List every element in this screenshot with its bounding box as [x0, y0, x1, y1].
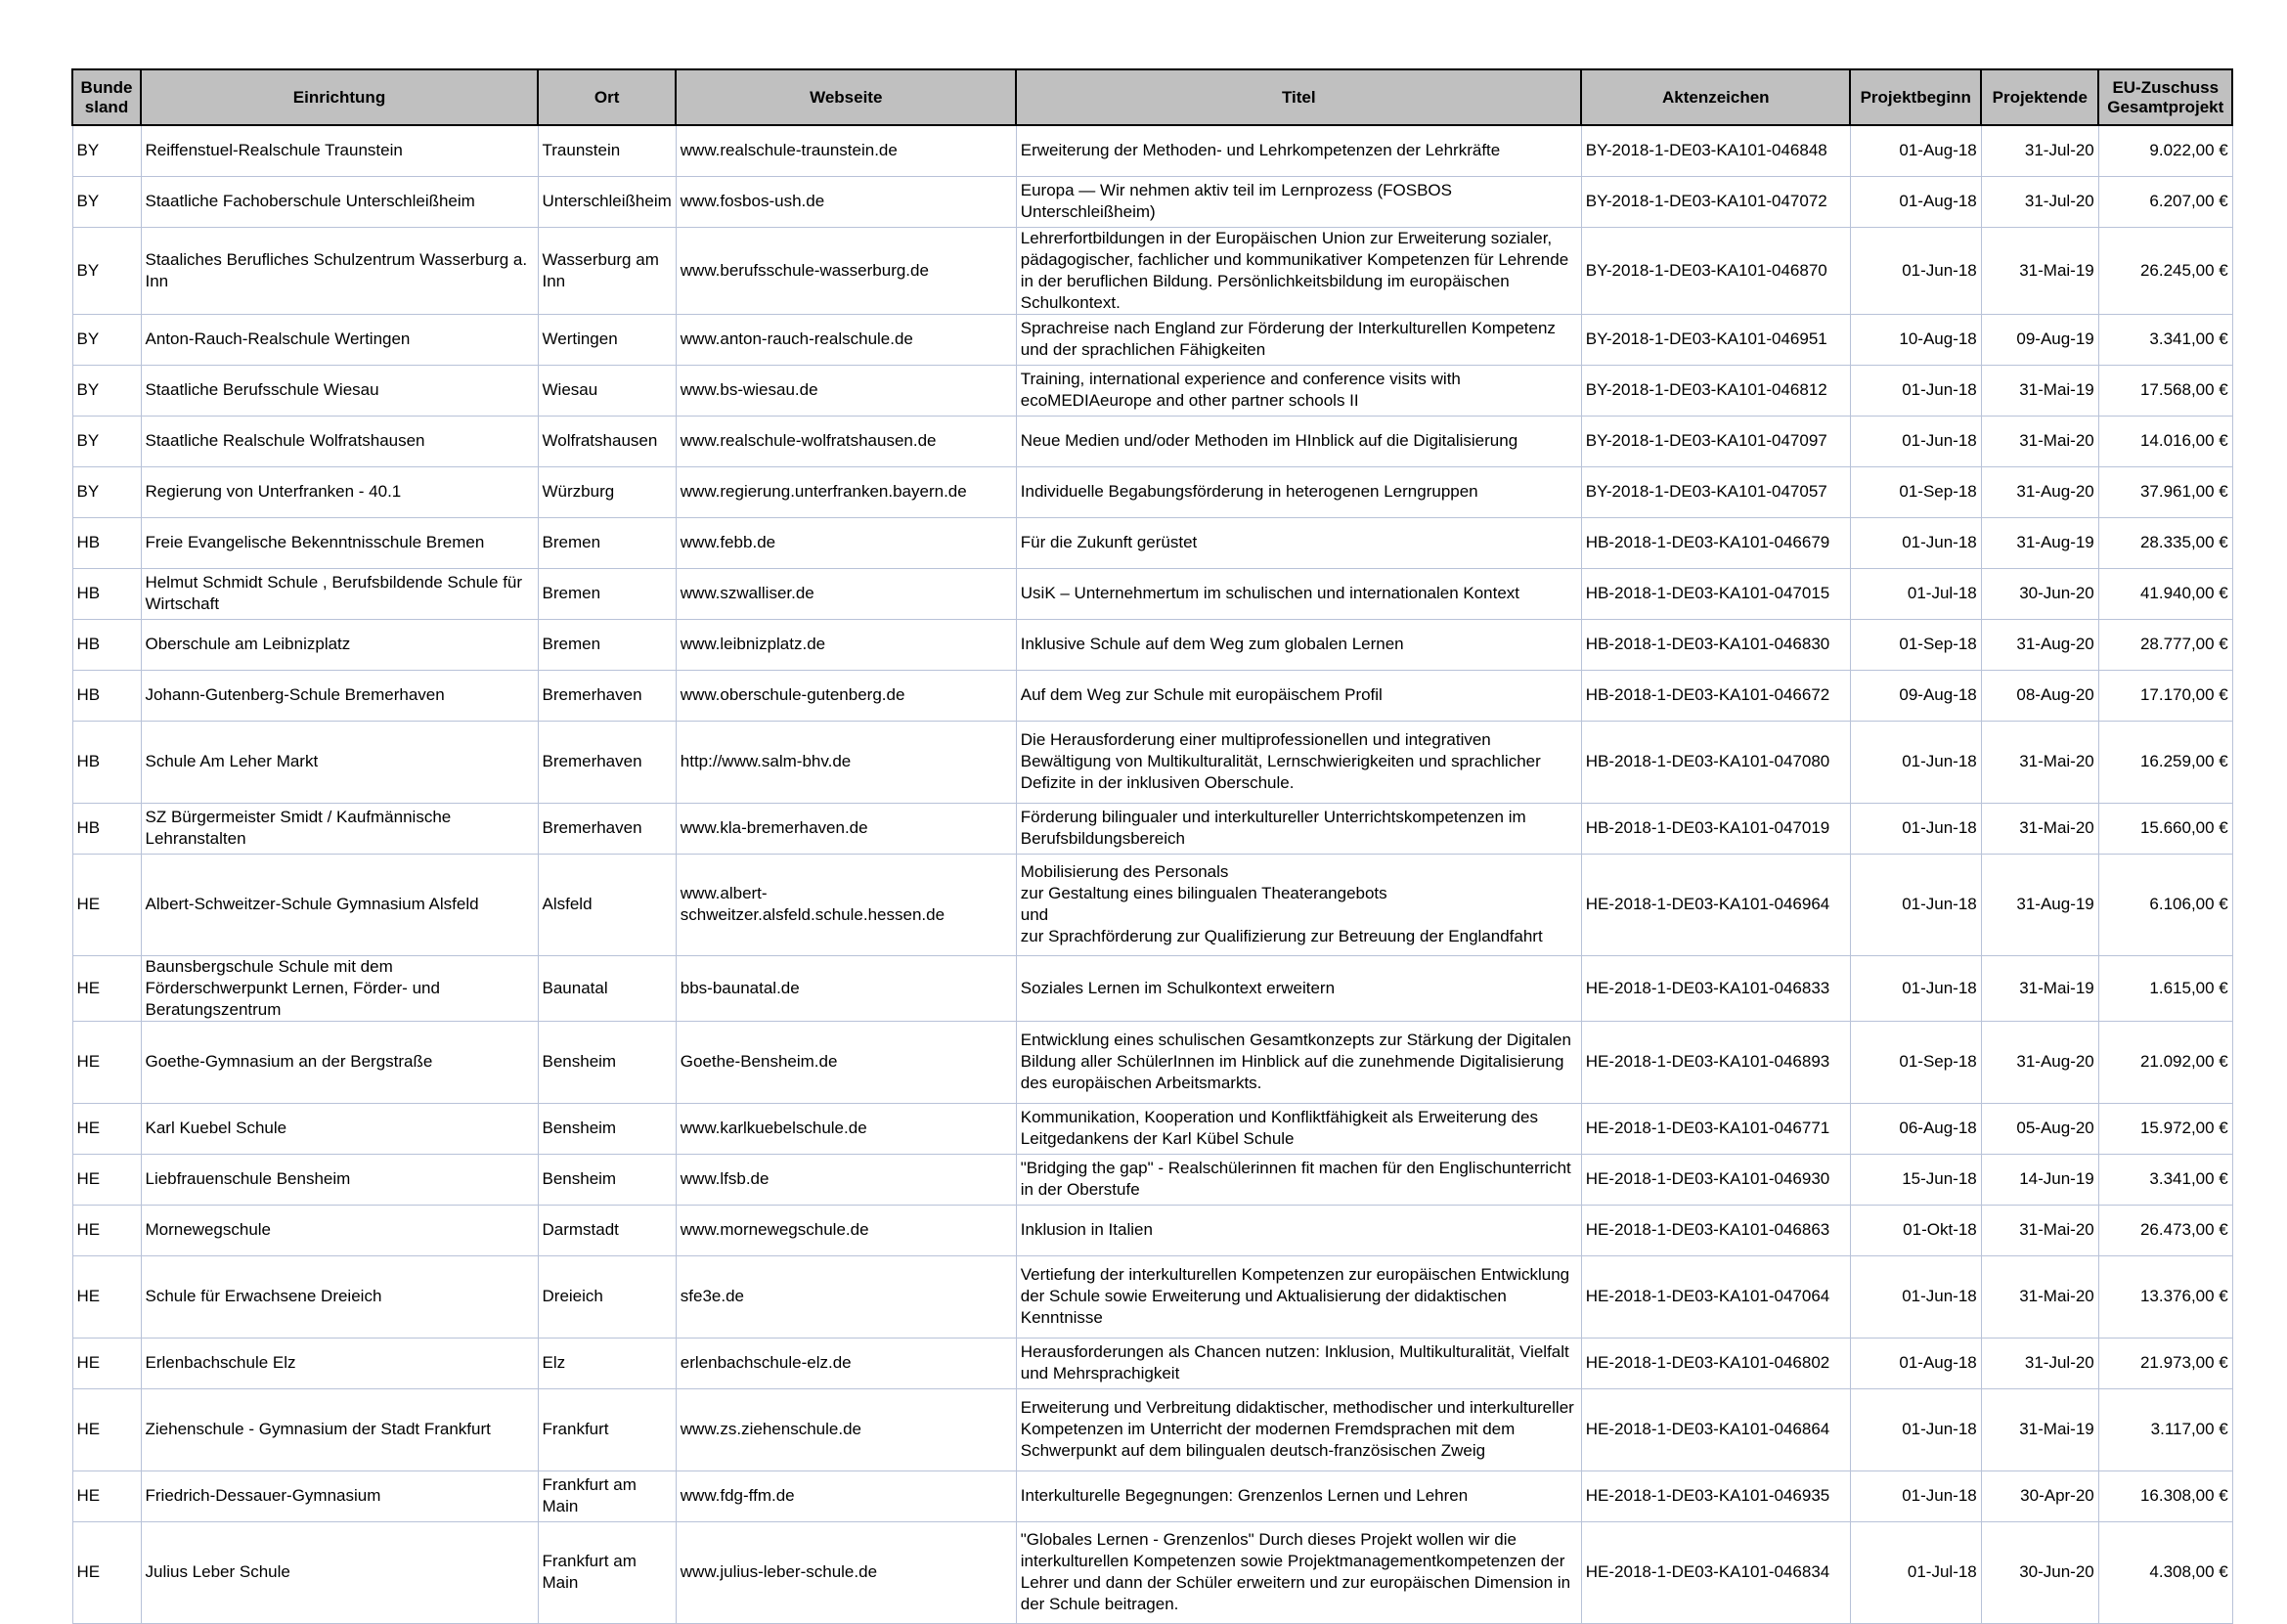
- cell-ort: Traunstein: [538, 125, 676, 176]
- cell-einrichtung: Goethe-Gymnasium an der Bergstraße: [141, 1021, 538, 1103]
- cell-webseite: sfe3e.de: [676, 1255, 1016, 1338]
- table-row: [72, 1388, 2232, 1470]
- cell-projektende: 14-Jun-19: [1981, 1154, 2098, 1205]
- table-row: [72, 365, 2232, 416]
- cell-webseite: www.szwalliser.de: [676, 568, 1016, 619]
- cell-projektbeginn: 01-Jun-18: [1850, 517, 1981, 568]
- cell-webseite: www.bs-wiesau.de: [676, 365, 1016, 416]
- cell-einrichtung: Baunsbergschule Schule mit dem Förderschwerpunkt Lernen, Förder- und Beratungszentrum: [141, 955, 538, 1021]
- cell-aktenzeichen: HE-2018-1-DE03-KA101-046893: [1581, 1021, 1850, 1103]
- table-row: [72, 1205, 2232, 1255]
- cell-projektende: 31-Jul-20: [1981, 125, 2098, 176]
- cell-projektende: 30-Jun-20: [1981, 568, 2098, 619]
- cell-eu-zuschuss: 9.022,00 €: [2098, 125, 2232, 176]
- cell-projektbeginn: 01-Jun-18: [1850, 227, 1981, 314]
- cell-webseite: www.febb.de: [676, 517, 1016, 568]
- cell-bundesland: BY: [72, 416, 141, 466]
- cell-bundesland: BY: [72, 466, 141, 517]
- cell-einrichtung: Liebfrauenschule Bensheim: [141, 1154, 538, 1205]
- cell-aktenzeichen: BY-2018-1-DE03-KA101-047057: [1581, 466, 1850, 517]
- cell-ort: Frankfurt am Main: [538, 1470, 676, 1521]
- cell-ort: Würzburg: [538, 466, 676, 517]
- cell-projektende: 31-Aug-19: [1981, 854, 2098, 955]
- cell-titel: "Bridging the gap" - Realschülerinnen fit machen für den Englischunterricht in der Oberstufe: [1016, 1154, 1581, 1205]
- cell-webseite: www.mornewegschule.de: [676, 1205, 1016, 1255]
- table-row: [72, 176, 2232, 227]
- cell-einrichtung: Helmut Schmidt Schule , Berufsbildende Schule für Wirtschaft: [141, 568, 538, 619]
- cell-bundesland: HE: [72, 1103, 141, 1154]
- cell-titel: Inklusive Schule auf dem Weg zum globalen Lernen: [1016, 619, 1581, 670]
- cell-webseite: erlenbachschule-elz.de: [676, 1338, 1016, 1388]
- cell-webseite: www.berufsschule-wasserburg.de: [676, 227, 1016, 314]
- cell-webseite: http://www.salm-bhv.de: [676, 721, 1016, 803]
- cell-projektende: 31-Mai-19: [1981, 955, 2098, 1021]
- cell-projektbeginn: 01-Aug-18: [1850, 176, 1981, 227]
- cell-titel: Vertiefung der interkulturellen Kompetenzen zur europäischen Entwicklung der Schule sowie Erweiterung und Aktualisierung der didaktischen Kenntnisse: [1016, 1255, 1581, 1338]
- cell-webseite: www.regierung.unterfranken.bayern.de: [676, 466, 1016, 517]
- cell-ort: Bremerhaven: [538, 670, 676, 721]
- cell-eu-zuschuss: 6.207,00 €: [2098, 176, 2232, 227]
- cell-aktenzeichen: HB-2018-1-DE03-KA101-046679: [1581, 517, 1850, 568]
- table-row: [72, 854, 2232, 955]
- cell-projektende: 31-Mai-20: [1981, 416, 2098, 466]
- cell-projektbeginn: 09-Aug-18: [1850, 670, 1981, 721]
- cell-projektende: 08-Aug-20: [1981, 670, 2098, 721]
- cell-bundesland: HE: [72, 1338, 141, 1388]
- cell-aktenzeichen: BY-2018-1-DE03-KA101-047072: [1581, 176, 1850, 227]
- header-projektende: Projektende: [1981, 69, 2098, 125]
- cell-projektende: 09-Aug-19: [1981, 314, 2098, 365]
- cell-einrichtung: Schule Am Leher Markt: [141, 721, 538, 803]
- cell-ort: Baunatal: [538, 955, 676, 1021]
- cell-ort: Bensheim: [538, 1103, 676, 1154]
- cell-aktenzeichen: HE-2018-1-DE03-KA101-046964: [1581, 854, 1850, 955]
- cell-bundesland: BY: [72, 314, 141, 365]
- cell-bundesland: HE: [72, 1470, 141, 1521]
- header-webseite: Webseite: [676, 69, 1016, 125]
- cell-aktenzeichen: HE-2018-1-DE03-KA101-046930: [1581, 1154, 1850, 1205]
- cell-aktenzeichen: HE-2018-1-DE03-KA101-046864: [1581, 1388, 1850, 1470]
- cell-projektende: 31-Mai-20: [1981, 1255, 2098, 1338]
- cell-bundesland: HE: [72, 1154, 141, 1205]
- cell-titel: Erweiterung der Methoden- und Lehrkompetenzen der Lehrkräfte: [1016, 125, 1581, 176]
- cell-titel: Soziales Lernen im Schulkontext erweitern: [1016, 955, 1581, 1021]
- cell-bundesland: HE: [72, 1255, 141, 1338]
- cell-eu-zuschuss: 4.308,00 €: [2098, 1521, 2232, 1623]
- table-row: [72, 1154, 2232, 1205]
- cell-projektende: 31-Aug-19: [1981, 517, 2098, 568]
- cell-aktenzeichen: BY-2018-1-DE03-KA101-046848: [1581, 125, 1850, 176]
- cell-bundesland: BY: [72, 365, 141, 416]
- cell-projektende: 31-Mai-19: [1981, 1388, 2098, 1470]
- cell-ort: Frankfurt am Main: [538, 1521, 676, 1623]
- cell-titel: Europa — Wir nehmen aktiv teil im Lernprozess (FOSBOS Unterschleißheim): [1016, 176, 1581, 227]
- cell-aktenzeichen: BY-2018-1-DE03-KA101-047097: [1581, 416, 1850, 466]
- cell-eu-zuschuss: 28.777,00 €: [2098, 619, 2232, 670]
- cell-bundesland: HE: [72, 955, 141, 1021]
- table-row: [72, 416, 2232, 466]
- cell-projektende: 31-Mai-19: [1981, 227, 2098, 314]
- table-row: [72, 1103, 2232, 1154]
- cell-projektende: 31-Mai-20: [1981, 803, 2098, 854]
- table-row: [72, 227, 2232, 314]
- header-bundesland: Bunde sland: [72, 69, 141, 125]
- table-row: [72, 1021, 2232, 1103]
- table-row: [72, 619, 2232, 670]
- cell-aktenzeichen: HB-2018-1-DE03-KA101-047015: [1581, 568, 1850, 619]
- cell-eu-zuschuss: 15.972,00 €: [2098, 1103, 2232, 1154]
- cell-titel: Mobilisierung des Personals zur Gestaltung eines bilingualen Theaterangebots und zur Sprachförderung zur Qualifizierung zur Betreuung der Englandfahrt: [1016, 854, 1581, 955]
- cell-webseite: www.fosbos-ush.de: [676, 176, 1016, 227]
- cell-webseite: www.anton-rauch-realschule.de: [676, 314, 1016, 365]
- table-row: [72, 955, 2232, 1021]
- cell-einrichtung: Staatliche Realschule Wolfratshausen: [141, 416, 538, 466]
- cell-einrichtung: Erlenbachschule Elz: [141, 1338, 538, 1388]
- cell-projektbeginn: 01-Jun-18: [1850, 1388, 1981, 1470]
- cell-titel: Neue Medien und/oder Methoden im HInblick auf die Digitalisierung: [1016, 416, 1581, 466]
- cell-aktenzeichen: HE-2018-1-DE03-KA101-046834: [1581, 1521, 1850, 1623]
- cell-projektbeginn: 01-Jun-18: [1850, 1470, 1981, 1521]
- cell-einrichtung: SZ Bürgermeister Smidt / Kaufmännische Lehranstalten: [141, 803, 538, 854]
- cell-webseite: www.julius-leber-schule.de: [676, 1521, 1016, 1623]
- cell-ort: Wertingen: [538, 314, 676, 365]
- cell-ort: Bensheim: [538, 1154, 676, 1205]
- cell-aktenzeichen: HB-2018-1-DE03-KA101-047019: [1581, 803, 1850, 854]
- table-row: [72, 1521, 2232, 1623]
- cell-eu-zuschuss: 37.961,00 €: [2098, 466, 2232, 517]
- cell-ort: Wolfratshausen: [538, 416, 676, 466]
- cell-ort: Wiesau: [538, 365, 676, 416]
- cell-eu-zuschuss: 13.376,00 €: [2098, 1255, 2232, 1338]
- cell-ort: Bremen: [538, 619, 676, 670]
- projects-table: [71, 68, 2233, 1624]
- cell-projektende: 31-Aug-20: [1981, 1021, 2098, 1103]
- cell-einrichtung: Staaliches Berufliches Schulzentrum Wasserburg a. Inn: [141, 227, 538, 314]
- cell-einrichtung: Albert-Schweitzer-Schule Gymnasium Alsfeld: [141, 854, 538, 955]
- header-einrichtung: Einrichtung: [141, 69, 538, 125]
- cell-projektbeginn: 01-Sep-18: [1850, 1021, 1981, 1103]
- cell-bundesland: HB: [72, 721, 141, 803]
- cell-bundesland: BY: [72, 227, 141, 314]
- cell-eu-zuschuss: 28.335,00 €: [2098, 517, 2232, 568]
- cell-webseite: www.karlkuebelschule.de: [676, 1103, 1016, 1154]
- cell-projektende: 31-Jul-20: [1981, 1338, 2098, 1388]
- cell-ort: Wasserburg am Inn: [538, 227, 676, 314]
- cell-projektende: 30-Apr-20: [1981, 1470, 2098, 1521]
- cell-webseite: www.realschule-traunstein.de: [676, 125, 1016, 176]
- cell-einrichtung: Oberschule am Leibnizplatz: [141, 619, 538, 670]
- cell-eu-zuschuss: 41.940,00 €: [2098, 568, 2232, 619]
- cell-ort: Bremen: [538, 568, 676, 619]
- cell-projektbeginn: 01-Sep-18: [1850, 466, 1981, 517]
- cell-webseite: bbs-baunatal.de: [676, 955, 1016, 1021]
- cell-titel: Auf dem Weg zur Schule mit europäischem Profil: [1016, 670, 1581, 721]
- cell-projektbeginn: 01-Jun-18: [1850, 721, 1981, 803]
- cell-titel: Entwicklung eines schulischen Gesamtkonzepts zur Stärkung der Digitalen Bildung aller SchülerInnen im Hinblick auf die zunehmende Digitalisierung des europäischen Arbeitsmarkts.: [1016, 1021, 1581, 1103]
- cell-aktenzeichen: HB-2018-1-DE03-KA101-046672: [1581, 670, 1850, 721]
- table-row: [72, 670, 2232, 721]
- table-row: [72, 568, 2232, 619]
- cell-eu-zuschuss: 6.106,00 €: [2098, 854, 2232, 955]
- cell-titel: Interkulturelle Begegnungen: Grenzenlos Lernen und Lehren: [1016, 1470, 1581, 1521]
- cell-eu-zuschuss: 14.016,00 €: [2098, 416, 2232, 466]
- cell-projektbeginn: 06-Aug-18: [1850, 1103, 1981, 1154]
- cell-projektende: 31-Mai-20: [1981, 721, 2098, 803]
- header-aktenzeichen: Aktenzeichen: [1581, 69, 1850, 125]
- cell-aktenzeichen: HE-2018-1-DE03-KA101-046833: [1581, 955, 1850, 1021]
- cell-bundesland: BY: [72, 176, 141, 227]
- cell-webseite: www.kla-bremerhaven.de: [676, 803, 1016, 854]
- cell-bundesland: HB: [72, 670, 141, 721]
- cell-aktenzeichen: HE-2018-1-DE03-KA101-047064: [1581, 1255, 1850, 1338]
- cell-projektbeginn: 01-Jul-18: [1850, 1521, 1981, 1623]
- cell-eu-zuschuss: 17.170,00 €: [2098, 670, 2232, 721]
- cell-einrichtung: Karl Kuebel Schule: [141, 1103, 538, 1154]
- cell-titel: "Globales Lernen - Grenzenlos" Durch dieses Projekt wollen wir die interkulturellen Kompetenzen sowie Projektmanagementkompetenzen der Lehrer und dann der Schüler erweitern und zur europäischen Dimension in der Schule beitragen.: [1016, 1521, 1581, 1623]
- table-row: [72, 1255, 2232, 1338]
- cell-titel: Die Herausforderung einer multiprofessionellen und integrativen Bewältigung von Multikulturalität, Lernschwierigkeiten und sprachlicher Defizite in der inklusiven Oberschule.: [1016, 721, 1581, 803]
- cell-webseite: www.fdg-ffm.de: [676, 1470, 1016, 1521]
- cell-projektbeginn: 10-Aug-18: [1850, 314, 1981, 365]
- table-row: [72, 1338, 2232, 1388]
- cell-eu-zuschuss: 16.259,00 €: [2098, 721, 2232, 803]
- cell-ort: Bremerhaven: [538, 721, 676, 803]
- cell-webseite: www.realschule-wolfratshausen.de: [676, 416, 1016, 466]
- cell-projektende: 31-Aug-20: [1981, 619, 2098, 670]
- cell-eu-zuschuss: 3.341,00 €: [2098, 1154, 2232, 1205]
- cell-bundesland: HB: [72, 619, 141, 670]
- cell-titel: Herausforderungen als Chancen nutzen: Inklusion, Multikulturalität, Vielfalt und Mehrsprachigkeit: [1016, 1338, 1581, 1388]
- cell-webseite: www.lfsb.de: [676, 1154, 1016, 1205]
- cell-webseite: www.oberschule-gutenberg.de: [676, 670, 1016, 721]
- cell-einrichtung: Anton-Rauch-Realschule Wertingen: [141, 314, 538, 365]
- cell-titel: Förderung bilingualer und interkultureller Unterrichtskompetenzen im Berufsbildungsbereich: [1016, 803, 1581, 854]
- cell-projektende: 05-Aug-20: [1981, 1103, 2098, 1154]
- cell-eu-zuschuss: 26.245,00 €: [2098, 227, 2232, 314]
- cell-einrichtung: Freie Evangelische Bekenntnisschule Bremen: [141, 517, 538, 568]
- table-row: [72, 721, 2232, 803]
- cell-projektbeginn: 01-Aug-18: [1850, 1338, 1981, 1388]
- cell-aktenzeichen: HB-2018-1-DE03-KA101-046830: [1581, 619, 1850, 670]
- cell-titel: Erweiterung und Verbreitung didaktischer, methodischer und interkultureller Kompetenzen im Unterricht der modernen Fremdsprachen mit dem Schwerpunkt auf dem bilingualen deutsch-französischen Zweig: [1016, 1388, 1581, 1470]
- cell-projektbeginn: 01-Jul-18: [1850, 568, 1981, 619]
- cell-eu-zuschuss: 17.568,00 €: [2098, 365, 2232, 416]
- cell-projektbeginn: 15-Jun-18: [1850, 1154, 1981, 1205]
- cell-eu-zuschuss: 21.092,00 €: [2098, 1021, 2232, 1103]
- cell-einrichtung: Schule für Erwachsene Dreieich: [141, 1255, 538, 1338]
- cell-aktenzeichen: HE-2018-1-DE03-KA101-046771: [1581, 1103, 1850, 1154]
- cell-bundesland: HE: [72, 854, 141, 955]
- cell-einrichtung: Staatliche Fachoberschule Unterschleißheim: [141, 176, 538, 227]
- cell-bundesland: HE: [72, 1521, 141, 1623]
- cell-projektbeginn: 01-Jun-18: [1850, 854, 1981, 955]
- header-titel: Titel: [1016, 69, 1581, 125]
- cell-ort: Dreieich: [538, 1255, 676, 1338]
- cell-aktenzeichen: BY-2018-1-DE03-KA101-046951: [1581, 314, 1850, 365]
- table-row: [72, 1470, 2232, 1521]
- cell-ort: Frankfurt: [538, 1388, 676, 1470]
- cell-titel: Individuelle Begabungsförderung in heterogenen Lerngruppen: [1016, 466, 1581, 517]
- cell-ort: Alsfeld: [538, 854, 676, 955]
- cell-webseite: www.zs.ziehenschule.de: [676, 1388, 1016, 1470]
- cell-bundesland: HE: [72, 1205, 141, 1255]
- header-ort: Ort: [538, 69, 676, 125]
- cell-ort: Elz: [538, 1338, 676, 1388]
- cell-aktenzeichen: HE-2018-1-DE03-KA101-046863: [1581, 1205, 1850, 1255]
- table-row: [72, 125, 2232, 176]
- cell-projektbeginn: 01-Jun-18: [1850, 416, 1981, 466]
- cell-webseite: Goethe-Bensheim.de: [676, 1021, 1016, 1103]
- cell-titel: Lehrerfortbildungen in der Europäischen Union zur Erweiterung sozialer, pädagogischer, fachlicher und kommunikativer Kompetenzen für Lehrende in der beruflichen Bildung. Persönlichkeitsbildung im europäischen Schulkontext.: [1016, 227, 1581, 314]
- cell-titel: Inklusion in Italien: [1016, 1205, 1581, 1255]
- cell-projektbeginn: 01-Jun-18: [1850, 955, 1981, 1021]
- cell-einrichtung: Regierung von Unterfranken - 40.1: [141, 466, 538, 517]
- cell-ort: Darmstadt: [538, 1205, 676, 1255]
- cell-einrichtung: Johann-Gutenberg-Schule Bremerhaven: [141, 670, 538, 721]
- header-eu-zuschuss: EU-Zuschuss Gesamtprojekt: [2098, 69, 2232, 125]
- cell-projektbeginn: 01-Sep-18: [1850, 619, 1981, 670]
- cell-aktenzeichen: HB-2018-1-DE03-KA101-047080: [1581, 721, 1850, 803]
- cell-projektende: 31-Aug-20: [1981, 466, 2098, 517]
- header-row: [72, 69, 2232, 125]
- cell-bundesland: HE: [72, 1388, 141, 1470]
- cell-titel: UsiK – Unternehmertum im schulischen und internationalen Kontext: [1016, 568, 1581, 619]
- table-row: [72, 466, 2232, 517]
- cell-projektbeginn: 01-Jun-18: [1850, 1255, 1981, 1338]
- cell-einrichtung: Ziehenschule - Gymnasium der Stadt Frankfurt: [141, 1388, 538, 1470]
- cell-bundesland: HB: [72, 568, 141, 619]
- cell-einrichtung: Mornewegschule: [141, 1205, 538, 1255]
- cell-titel: Kommunikation, Kooperation und Konfliktfähigkeit als Erweiterung des Leitgedankens der Karl Kübel Schule: [1016, 1103, 1581, 1154]
- cell-eu-zuschuss: 1.615,00 €: [2098, 955, 2232, 1021]
- cell-eu-zuschuss: 15.660,00 €: [2098, 803, 2232, 854]
- table-row: [72, 517, 2232, 568]
- table-row: [72, 314, 2232, 365]
- cell-ort: Unterschleißheim: [538, 176, 676, 227]
- table-row: [72, 803, 2232, 854]
- cell-titel: Training, international experience and conference visits with ecoMEDIAeurope and other partner schools II: [1016, 365, 1581, 416]
- cell-projektbeginn: 01-Aug-18: [1850, 125, 1981, 176]
- cell-projektende: 30-Jun-20: [1981, 1521, 2098, 1623]
- cell-aktenzeichen: BY-2018-1-DE03-KA101-046812: [1581, 365, 1850, 416]
- cell-einrichtung: Staatliche Berufsschule Wiesau: [141, 365, 538, 416]
- cell-projektbeginn: 01-Okt-18: [1850, 1205, 1981, 1255]
- cell-projektende: 31-Jul-20: [1981, 176, 2098, 227]
- cell-aktenzeichen: HE-2018-1-DE03-KA101-046802: [1581, 1338, 1850, 1388]
- cell-einrichtung: Julius Leber Schule: [141, 1521, 538, 1623]
- cell-eu-zuschuss: 3.117,00 €: [2098, 1388, 2232, 1470]
- cell-eu-zuschuss: 16.308,00 €: [2098, 1470, 2232, 1521]
- cell-eu-zuschuss: 3.341,00 €: [2098, 314, 2232, 365]
- cell-projektende: 31-Mai-19: [1981, 365, 2098, 416]
- cell-titel: Für die Zukunft gerüstet: [1016, 517, 1581, 568]
- cell-projektbeginn: 01-Jun-18: [1850, 365, 1981, 416]
- cell-einrichtung: Reiffenstuel-Realschule Traunstein: [141, 125, 538, 176]
- cell-webseite: www.leibnizplatz.de: [676, 619, 1016, 670]
- cell-aktenzeichen: HE-2018-1-DE03-KA101-046935: [1581, 1470, 1850, 1521]
- cell-aktenzeichen: BY-2018-1-DE03-KA101-046870: [1581, 227, 1850, 314]
- header-projektbeginn: Projektbeginn: [1850, 69, 1981, 125]
- cell-eu-zuschuss: 26.473,00 €: [2098, 1205, 2232, 1255]
- cell-bundesland: HE: [72, 1021, 141, 1103]
- cell-webseite: www.albert-schweitzer.alsfeld.schule.hessen.de: [676, 854, 1016, 955]
- cell-bundesland: HB: [72, 517, 141, 568]
- cell-bundesland: BY: [72, 125, 141, 176]
- cell-titel: Sprachreise nach England zur Förderung der Interkulturellen Kompetenz und der sprachlichen Fähigkeiten: [1016, 314, 1581, 365]
- cell-eu-zuschuss: 21.973,00 €: [2098, 1338, 2232, 1388]
- cell-ort: Bremerhaven: [538, 803, 676, 854]
- cell-ort: Bensheim: [538, 1021, 676, 1103]
- cell-projektende: 31-Mai-20: [1981, 1205, 2098, 1255]
- cell-ort: Bremen: [538, 517, 676, 568]
- cell-projektbeginn: 01-Jun-18: [1850, 803, 1981, 854]
- cell-einrichtung: Friedrich-Dessauer-Gymnasium: [141, 1470, 538, 1521]
- cell-bundesland: HB: [72, 803, 141, 854]
